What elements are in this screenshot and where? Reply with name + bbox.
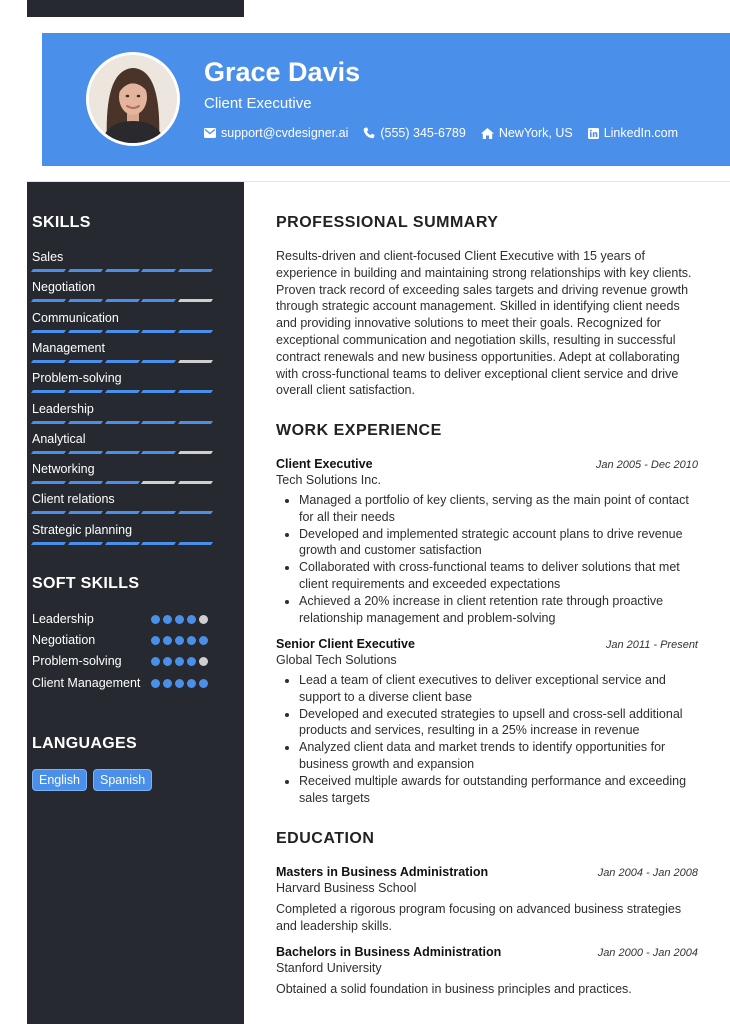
skill-bar-segment <box>141 360 176 363</box>
contact-email[interactable] <box>204 126 348 140</box>
rating-dot <box>151 636 160 645</box>
soft-skill-rating <box>151 657 208 666</box>
skill-bar-segment <box>68 421 103 424</box>
degree-title: Bachelors in Business Administration <box>276 945 502 959</box>
skills-heading: SKILLS <box>32 214 91 231</box>
rating-dot <box>199 679 208 688</box>
rating-dot <box>151 657 160 666</box>
rating-dot <box>187 636 196 645</box>
skill-bar-segment <box>178 451 213 454</box>
skill-bar-segment <box>178 390 213 393</box>
school-name: Stanford University <box>276 961 382 975</box>
skill-bar-segment <box>68 390 103 393</box>
skill-bar-segment <box>105 360 140 363</box>
home-icon <box>481 128 494 139</box>
rating-dot <box>151 615 160 624</box>
skill-bar-segment <box>31 360 66 363</box>
skill-bar-segment <box>141 330 176 333</box>
skill-bar-segment <box>141 390 176 393</box>
contact-linkedin[interactable] <box>588 126 678 140</box>
avatar <box>86 52 180 146</box>
skill-level-bar <box>32 542 212 545</box>
skill-item <box>32 462 212 484</box>
skill-bar-segment <box>31 511 66 514</box>
skill-label: Client relations <box>32 492 115 507</box>
skill-item <box>32 492 212 514</box>
rating-dot <box>187 679 196 688</box>
language-tag: English <box>32 769 87 791</box>
linkedin-icon <box>588 128 599 139</box>
soft-skill-item <box>32 611 212 627</box>
skill-bar-segment <box>31 269 66 272</box>
skill-bar-segment <box>141 481 176 484</box>
skill-bar-segment <box>31 330 66 333</box>
job-entry <box>276 637 698 806</box>
education-entry <box>276 945 698 998</box>
skill-label: Problem-solving <box>32 371 122 386</box>
skill-bar-segment <box>105 390 140 393</box>
skill-bar-segment <box>105 269 140 272</box>
skill-bar-segment <box>105 451 140 454</box>
skill-bar-segment <box>141 511 176 514</box>
skill-bar-segment <box>141 421 176 424</box>
skill-item <box>32 341 212 363</box>
language-tag: Spanish <box>93 769 152 791</box>
soft-skill-label: Problem-solving <box>32 654 122 668</box>
contact-row <box>204 126 678 140</box>
education-date: Jan 2000 - Jan 2004 <box>597 947 698 959</box>
soft-skill-rating <box>151 679 208 688</box>
skill-bar-segment <box>31 542 66 545</box>
skill-item <box>32 280 212 302</box>
school-name: Harvard Business School <box>276 881 417 895</box>
contact-phone[interactable] <box>363 126 465 140</box>
skill-label: Analytical <box>32 431 86 446</box>
skill-bar-segment <box>68 299 103 302</box>
candidate-title: Client Executive <box>204 95 312 112</box>
skill-bar-segment <box>105 481 140 484</box>
job-bullets <box>276 672 698 806</box>
rating-dot <box>163 679 172 688</box>
contact-linkedin-text: LinkedIn.com <box>603 126 679 140</box>
job-title: Senior Client Executive <box>276 637 415 651</box>
skill-level-bar <box>32 330 212 333</box>
languages-heading: LANGUAGES <box>32 735 137 752</box>
summary-heading: PROFESSIONAL SUMMARY <box>276 214 499 231</box>
rating-dot <box>175 615 184 624</box>
rating-dot <box>163 657 172 666</box>
skill-item <box>32 371 212 393</box>
languages-list <box>32 769 152 791</box>
skill-level-bar <box>32 299 212 302</box>
education-description: Obtained a solid foundation in business principles and practices. <box>276 982 632 996</box>
job-entry <box>276 457 698 626</box>
skill-bar-segment <box>31 421 66 424</box>
skill-bar-segment <box>31 481 66 484</box>
job-bullet: • Developed and executed strategies to upsell and cross-sell additional products and services, resulting in a 25% increase in revenue <box>299 706 698 740</box>
skill-bar-segment <box>105 299 140 302</box>
soft-skill-item <box>32 632 212 648</box>
job-date: Jan 2005 - Dec 2010 <box>595 459 698 471</box>
candidate-name: Grace Davis <box>204 57 361 87</box>
job-bullet: • Lead a team of client executives to deliver exceptional service and support to a diverse client base <box>299 672 698 706</box>
skill-level-bar <box>32 451 212 454</box>
skill-bar-segment <box>105 542 140 545</box>
soft-skill-label: Client Management <box>32 676 141 690</box>
skill-label: Communication <box>32 310 119 325</box>
skill-bar-segment <box>141 299 176 302</box>
soft-skill-rating <box>151 615 208 624</box>
skill-bar-segment <box>141 269 176 272</box>
rating-dot <box>175 679 184 688</box>
job-company: Global Tech Solutions <box>276 653 397 667</box>
skill-bar-segment <box>178 511 213 514</box>
rating-dot <box>175 657 184 666</box>
job-date: Jan 2011 - Present <box>605 639 698 651</box>
summary-text: Results-driven and client-focused Client Executive with 15 years of experience in building and maintaining strong relationships with key clients. Proven track record of exceeding sales targets and driving revenue growth through strategic account management. Skilled in identifying client needs and providing innovative solutions to meet their goals. Recognized for exceptional communication and negotiation skills, resulting in successful contract renewals and new business opportunities. Adept at collaborating with cross-functional teams to deliver exceptional client service and drive overall client satisfaction. <box>276 249 692 398</box>
soft-skill-item <box>32 653 212 669</box>
envelope-icon <box>204 128 216 138</box>
skill-bar-segment <box>68 481 103 484</box>
skill-level-bar <box>32 390 212 393</box>
skill-bar-segment <box>105 511 140 514</box>
rating-dot <box>199 615 208 624</box>
job-bullets <box>276 492 698 626</box>
rating-dot <box>187 615 196 624</box>
job-bullet: • Developed and implemented strategic account plans to drive revenue growth and customer satisfaction <box>299 526 698 560</box>
skill-item <box>32 402 212 424</box>
skill-bar-segment <box>105 330 140 333</box>
skill-bar-segment <box>68 511 103 514</box>
education-date: Jan 2004 - Jan 2008 <box>597 867 698 879</box>
skill-bar-segment <box>178 269 213 272</box>
skill-bar-segment <box>178 330 213 333</box>
experience-heading: WORK EXPERIENCE <box>276 422 442 439</box>
avatar-photo <box>89 55 177 143</box>
job-title: Client Executive <box>276 457 373 471</box>
job-bullet: • Received multiple awards for outstanding performance and exceeding sales targets <box>299 773 698 807</box>
skill-label: Sales <box>32 250 64 264</box>
skill-bar-segment <box>68 269 103 272</box>
skill-bar-segment <box>68 542 103 545</box>
rating-dot <box>151 679 160 688</box>
skill-bar-segment <box>31 299 66 302</box>
contact-location <box>481 126 573 140</box>
skill-bar-segment <box>178 360 213 363</box>
skill-level-bar <box>32 421 212 424</box>
rating-dot <box>199 657 208 666</box>
education-description: Completed a rigorous program focusing on advanced business strategies and leadership skills. <box>276 902 682 933</box>
skill-label: Strategic planning <box>32 522 133 537</box>
soft-skills-heading: SOFT SKILLS <box>32 575 140 592</box>
skill-item <box>32 311 212 333</box>
skill-item <box>32 432 212 454</box>
job-bullet: • Achieved a 20% increase in client retention rate through proactive relationship management and problem-solving <box>299 593 698 627</box>
skill-level-bar <box>32 481 212 484</box>
skill-bar-segment <box>31 451 66 454</box>
job-bullet: • Collaborated with cross-functional teams to deliver solutions that met client requirements and exceeded expectations <box>299 559 698 593</box>
skill-bar-segment <box>178 299 213 302</box>
skill-bar-segment <box>141 542 176 545</box>
job-company: Tech Solutions Inc. <box>276 473 381 487</box>
skill-bar-segment <box>178 542 213 545</box>
skill-bar-segment <box>31 390 66 393</box>
contact-email-text: support@cvdesigner.ai <box>221 126 349 140</box>
skill-bar-segment <box>68 330 103 333</box>
degree-title: Masters in Business Administration <box>276 865 489 879</box>
rating-dot <box>199 636 208 645</box>
skill-label: Networking <box>32 462 95 477</box>
rating-dot <box>187 657 196 666</box>
skill-label: Management <box>32 340 105 355</box>
skill-bar-segment <box>68 451 103 454</box>
skill-label: Leadership <box>32 401 94 416</box>
soft-skill-label: Negotiation <box>32 633 96 647</box>
soft-skill-label: Leadership <box>32 612 94 626</box>
rating-dot <box>175 636 184 645</box>
skill-item <box>32 523 212 545</box>
job-bullet: • Analyzed client data and market trends to identify opportunities for business growth and expansion <box>299 739 698 773</box>
rating-dot <box>163 636 172 645</box>
skill-bar-segment <box>105 421 140 424</box>
job-bullet: • Managed a portfolio of key clients, serving as the main point of contact for all their needs <box>299 492 698 526</box>
rating-dot <box>163 615 172 624</box>
skill-item <box>32 250 212 272</box>
soft-skill-rating <box>151 636 208 645</box>
phone-icon <box>363 127 375 139</box>
skill-bar-segment <box>141 451 176 454</box>
education-entry <box>276 865 698 935</box>
skill-level-bar <box>32 511 212 514</box>
skill-level-bar <box>32 360 212 363</box>
contact-location-text: NewYork, US <box>498 126 573 140</box>
contact-phone-text: (555) 345-6789 <box>380 126 466 140</box>
skill-level-bar <box>32 269 212 272</box>
education-heading: EDUCATION <box>276 830 375 847</box>
skill-bar-segment <box>178 481 213 484</box>
skill-bar-segment <box>178 421 213 424</box>
skill-label: Negotiation <box>32 280 96 295</box>
skill-bar-segment <box>68 360 103 363</box>
soft-skill-item <box>32 675 212 691</box>
